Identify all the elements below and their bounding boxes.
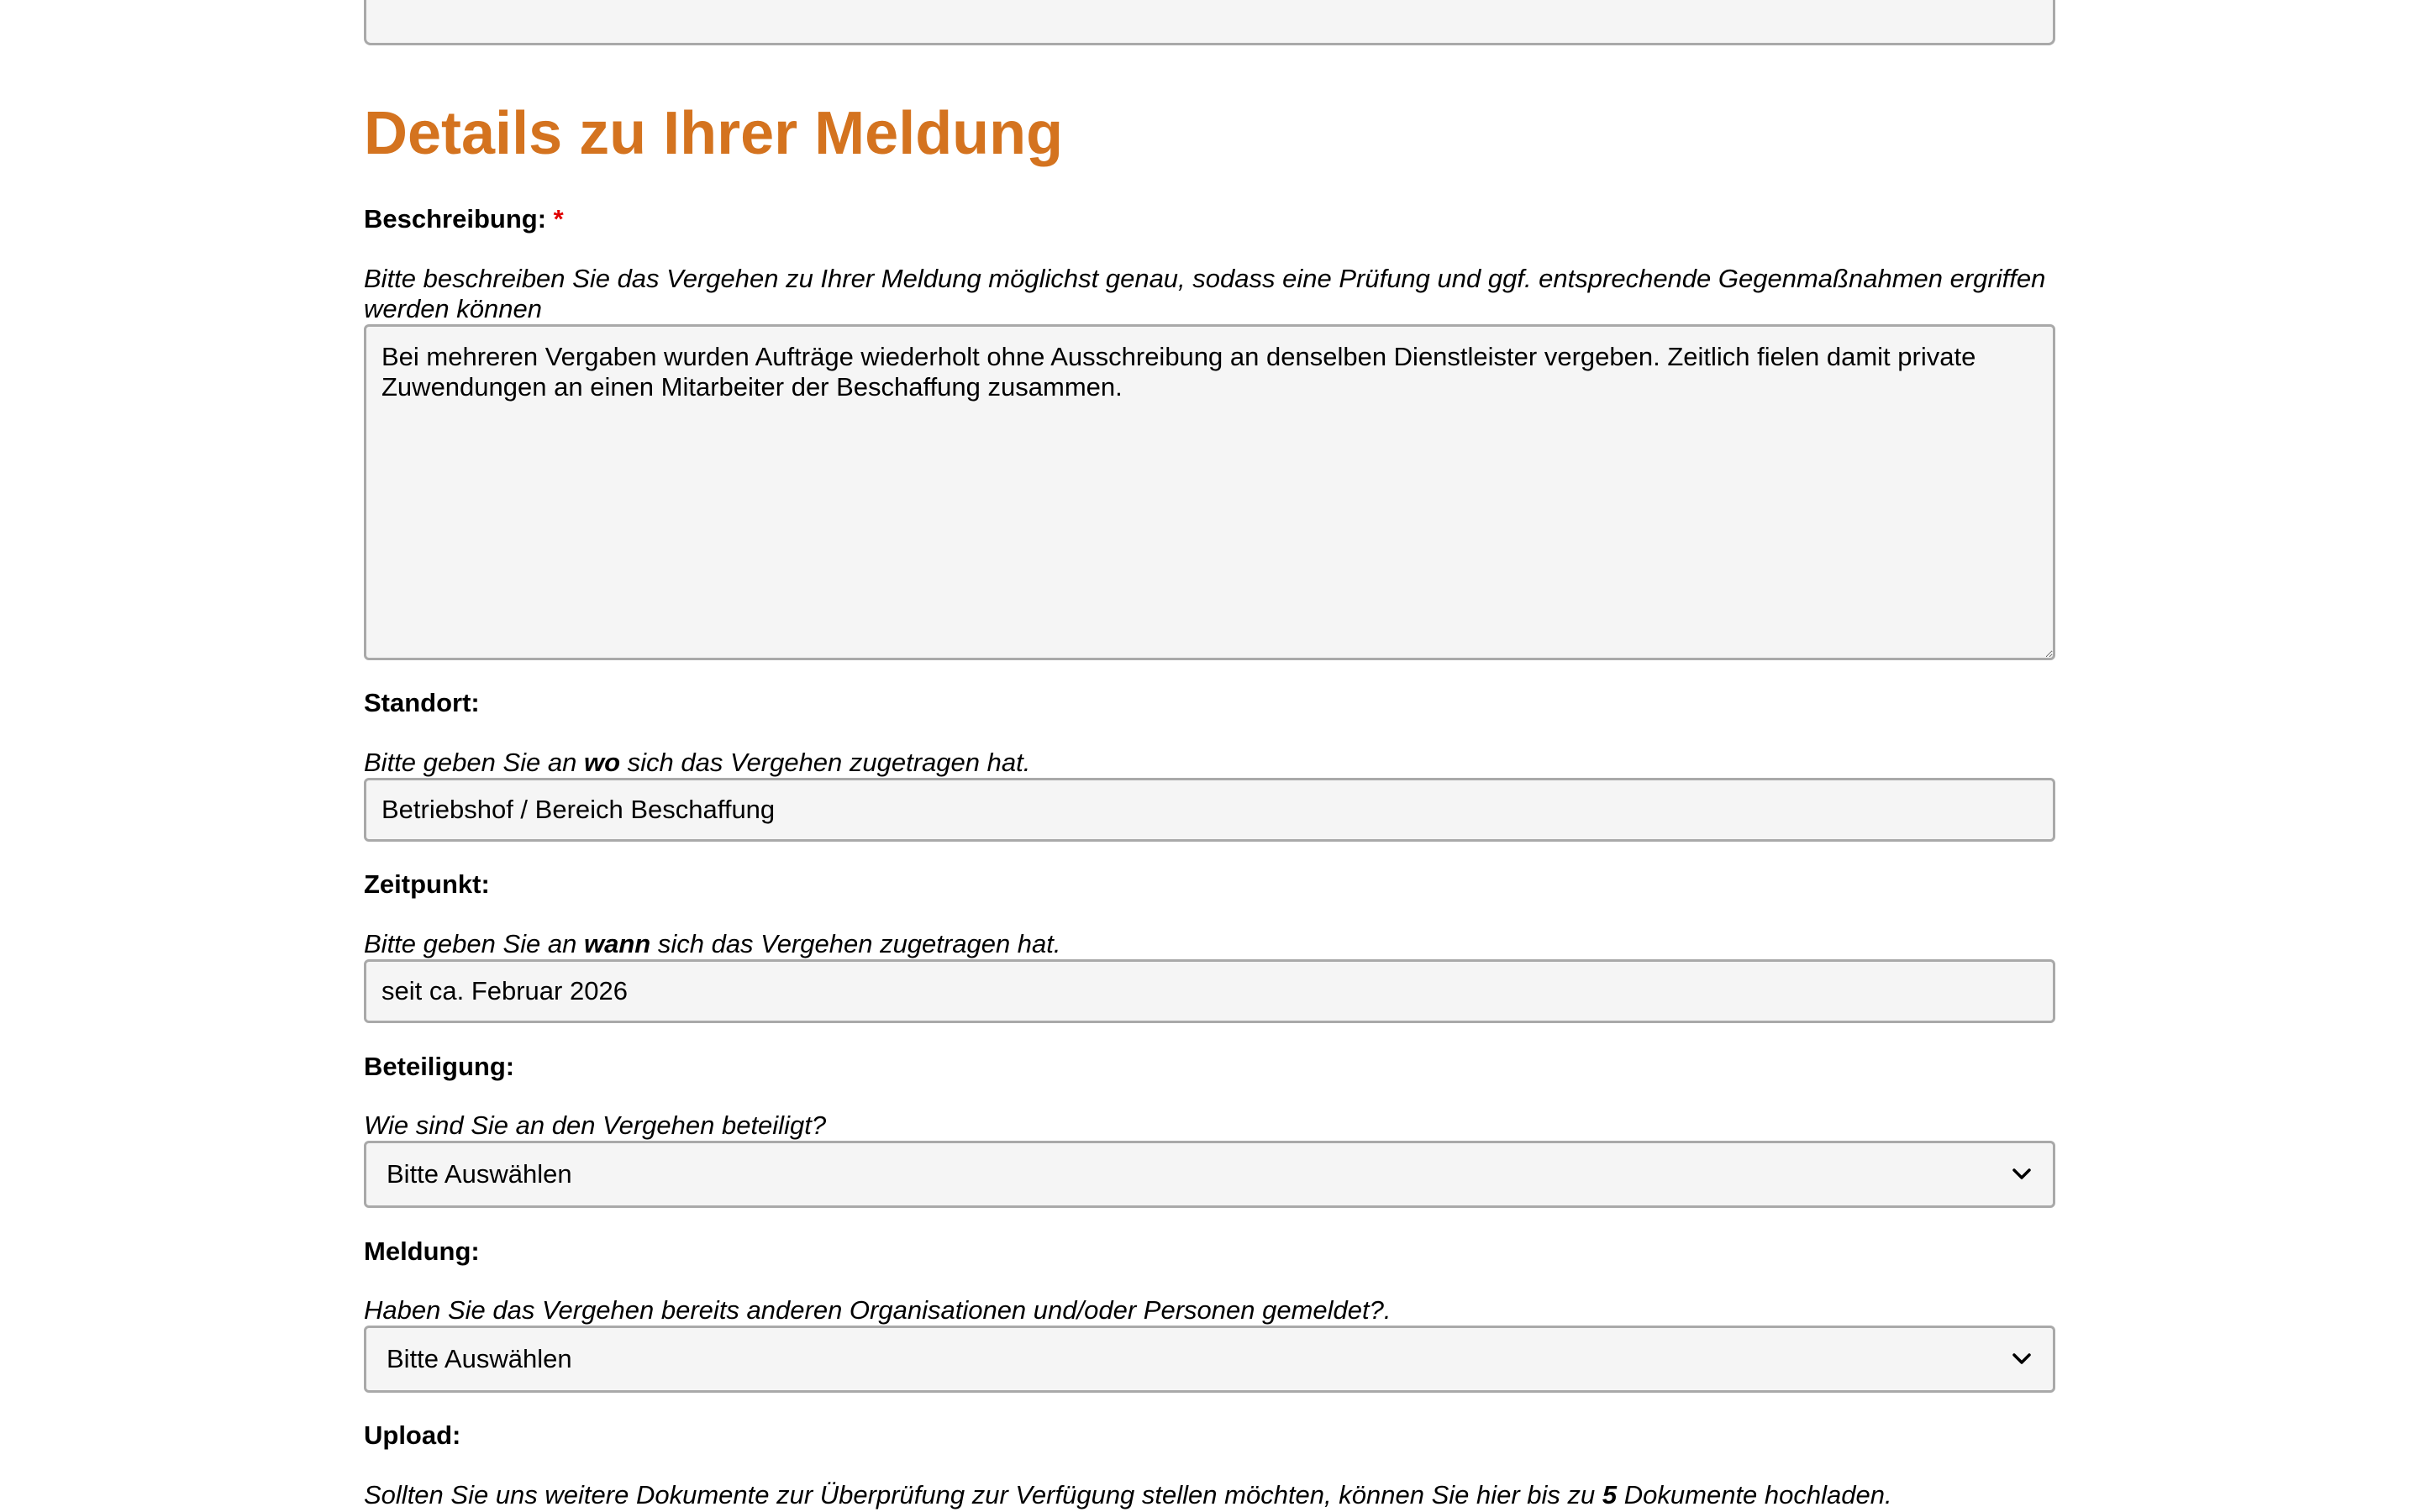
standort-label: Standort:: [364, 688, 480, 717]
upload-hint-post: Dokumente hochladen.: [1617, 1480, 1892, 1509]
chevron-down-icon: [2011, 1163, 2033, 1185]
beschreibung-label-text: Beschreibung:: [364, 204, 547, 234]
zeitpunkt-hint: [364, 929, 2055, 959]
zeitpunkt-label: Zeitpunkt:: [364, 869, 490, 899]
upload-label: Upload:: [364, 1420, 461, 1450]
meldung-selected-value: Bitte Auswählen: [387, 1344, 572, 1373]
standort-hint: [364, 748, 2055, 778]
meldung-label: Meldung:: [364, 1236, 480, 1266]
beteiligung-selected-value: Bitte Auswählen: [387, 1159, 572, 1189]
required-mark: *: [553, 204, 564, 234]
standort-hint-emphasis: wo: [583, 748, 621, 777]
beschreibung-textarea[interactable]: [364, 324, 2055, 660]
upload-hint: [364, 1480, 2055, 1510]
beteiligung-hint: Wie sind Sie an den Vergehen beteiligt?: [364, 1110, 827, 1140]
chevron-down-icon: [2011, 1348, 2033, 1370]
zeitpunkt-hint-pre: Bitte geben Sie an: [364, 929, 584, 958]
beschreibung-label: [364, 204, 564, 234]
section-heading: Details zu Ihrer Meldung: [364, 100, 1064, 167]
zeitpunkt-input[interactable]: [364, 959, 2055, 1023]
standort-input[interactable]: [364, 778, 2055, 842]
zeitpunkt-hint-post: sich das Vergehen zugetragen hat.: [650, 929, 1061, 958]
meldung-hint: Haben Sie das Vergehen bereits anderen Organisationen und/oder Personen gemeldet?.: [364, 1295, 1392, 1325]
standort-hint-pre: Bitte geben Sie an: [364, 748, 584, 777]
zeitpunkt-hint-emphasis: wann: [583, 929, 651, 958]
meldung-select[interactable]: [364, 1326, 2055, 1393]
standort-hint-post: sich das Vergehen zugetragen hat.: [620, 748, 1031, 777]
beteiligung-label: Beteiligung:: [364, 1052, 515, 1081]
upload-hint-emphasis: 5: [1602, 1480, 1618, 1509]
beschreibung-hint: Bitte beschreiben Sie das Vergehen zu Ihrer Meldung möglichst genau, sodass eine Prüfung und ggf. entsprechende Gegenmaßnahmen ergriffen werden können: [364, 264, 2046, 323]
beteiligung-select[interactable]: [364, 1141, 2055, 1208]
upload-hint-pre: Sollten Sie uns weitere Dokumente zur Überprüfung zur Verfügung stellen möchten, können Sie hier bis zu: [364, 1480, 1602, 1509]
previous-field[interactable]: [364, 0, 2055, 45]
